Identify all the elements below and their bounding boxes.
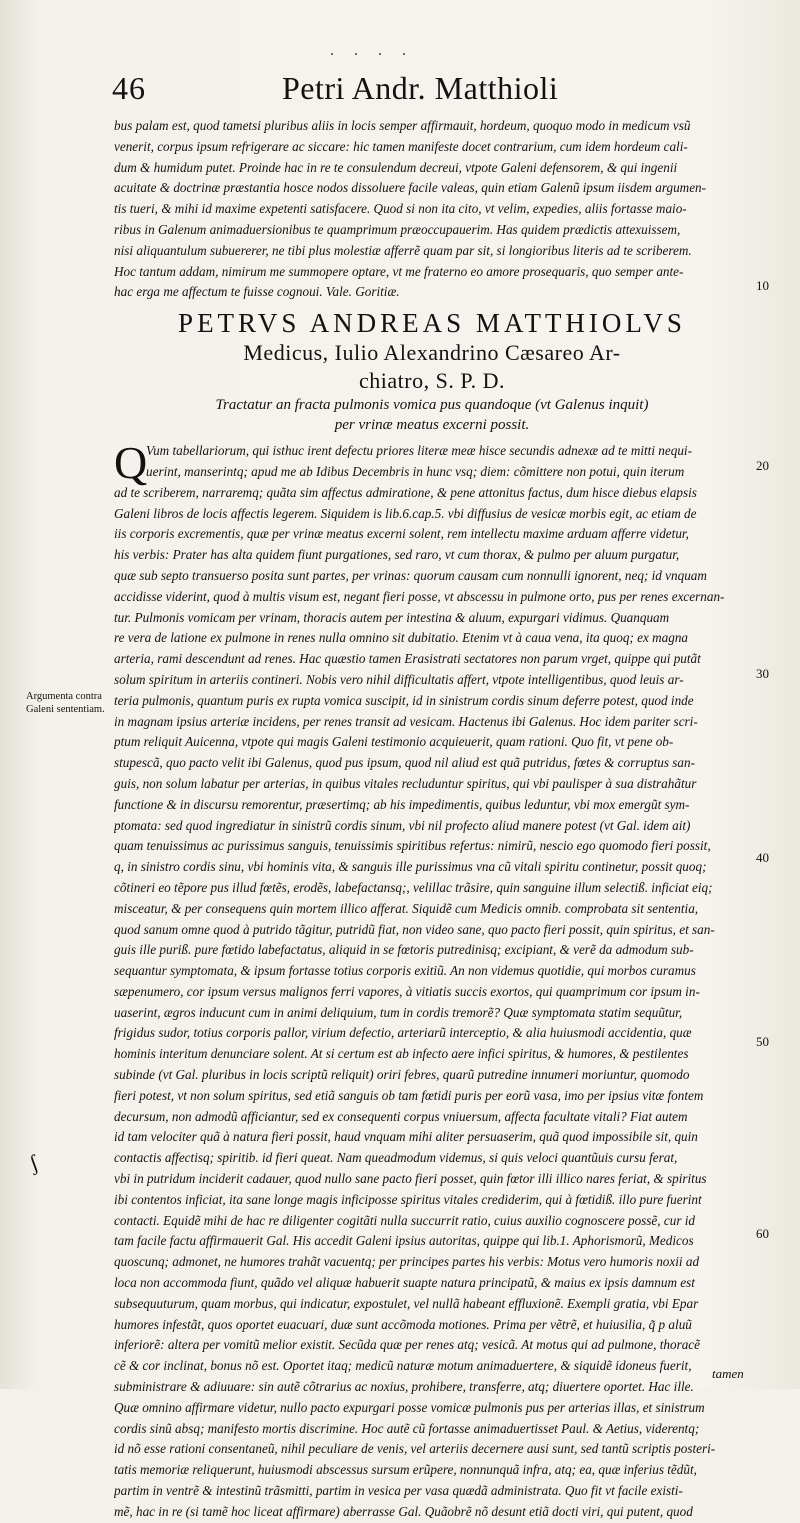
section-subtitle-2: per vrinæ meatus excerni possit. — [334, 417, 530, 434]
text-line: sæpenumero, cor ipsum versus malignos ferri vapores, à vitiatis succis exortos, qui quamprimum cor ipsum in- — [114, 983, 700, 999]
text-line: tis tueri, & mihi id maxime expetenti satisfacere. Quod si non ita cito, vt velim, expedies, aliis fortasse maio- — [114, 201, 687, 217]
running-title: Petri Andr. Matthioli — [282, 70, 559, 106]
line-number: 10 — [756, 278, 769, 293]
section-title-line-3: chiatro, S. P. D. — [359, 368, 505, 394]
text-line: vbi in putridum inciderit cadauer, quod nullo sane pacto fieri posset, quin fœtor illi illico nares feriat, & spiritus — [114, 1171, 707, 1187]
text-line: Hoc tantum addam, nimirum me summopere optare, vt me fraterno eo amore prosequaris, quo semper ante- — [114, 263, 684, 279]
text-line: ibi contentos inficiat, ita sane longe magis inficiposse spiritus vitales crediderim, qui à fœtidiß. illo pure fuerint — [114, 1191, 702, 1207]
text-line: humores infestãt, quos oportet euacuari, duæ sunt accõmoda motiones. Prima per vẽtrẽ, et huiusilia, q̃ p aluũ — [114, 1316, 692, 1332]
letter-body — [114, 437, 750, 1522]
text-line: guis ille puriß. pure fœtido labefactatus, aliquid in se fœtoris putredinisq; excipiant, & verẽ da admodum sub- — [114, 942, 694, 958]
text-line: nisi aliquantulum subuererer, ne tibi plus molestiæ afferrẽ quam par sit, si longioribus literis ad te scriberem. — [114, 242, 692, 258]
text-line: ptum reliquit Auicenna, vtpote qui magis Galeni testimonio acquieuerit, quam rationi. Quo fit, vt pene ob- — [114, 734, 674, 750]
text-line: ad te scriberem, narraremq; quãta sim affectus admiratione, & pene attonitus factus, dum hisce diebus elapsis — [114, 484, 697, 500]
text-line: quam tenuissimus ac purissimus sanguis, tenuissimis spiritibus refertus: nimirũ, nescio ego quomodo fieri possit, — [114, 838, 711, 854]
text-line: loca non accommoda fiunt, quãdo vel aliquæ habuerit suapte natura principatũ, & maius ex ipsis damnum est — [114, 1275, 695, 1291]
text-line: tam facile factu affirmauerit Gal. His accedit Galeni ipsius autoritas, quippe qui lib.1. Aphorismorũ, Medicos — [114, 1233, 694, 1249]
text-line: misceatur, & per consequens quin mortem illico afferat. Siquidẽ cum Medicis omnib. comprobata sit sententia, — [114, 900, 699, 916]
line-number: 50 — [756, 1034, 769, 1049]
text-line: functione & in discursu remorentur, præsertimq; ab his impedimentis, quibus leduntur, vbi mox emergũt sym- — [114, 796, 690, 812]
catchword: tamen — [712, 1366, 744, 1381]
running-head — [112, 70, 752, 110]
text-line: id tam velociter quã à natura fieri possit, haud vnquam mihi aliter persuaserim, quã quod impossibile sit, quin — [114, 1129, 698, 1145]
text-line: Vum tabellariorum, qui isthuc irent defectu priores literæ meæ hisce secundis adnexæ ad te mitti nequi- — [146, 443, 692, 459]
text-line: re vera de latione ex pulmone in renes nulla omnino sit dubitatio. Etenim vt à caua vena, ita quoq; ex magna — [114, 630, 689, 646]
text-line: Quæ omnino affirmare videtur, nullo pacto expurgari posse vomicæ pulmonis pus per arterias illas, et sinistrum — [114, 1399, 705, 1415]
text-line: q, in sinistro cordis sinu, vbi hominis vita, & sanguis ille purissimus vna cũ vitali spiritu continetur, possit quoq; — [114, 859, 707, 875]
text-line: hac erga me affectum te fuisse cognoui. Vale. Goritiæ. — [114, 284, 400, 300]
text-line: uerint, manserintq; apud me ab Idibus Decembris in hunc vsq; diem: cõmittere non potui, quin iterum — [146, 463, 685, 479]
text-line: quæ sub septo transuerso posita sunt partes, per vrinas: quorum causam cum nonnulli ignorent, neq; id vnquam — [114, 567, 707, 583]
section-title: PETRVS ANDREAS MATTHIOLVS — [178, 308, 686, 339]
line-number: 60 — [756, 1226, 769, 1241]
text-line: acuitate & doctrinæ præstantia hosce nodos dissoluere facile valeas, quin etiam Galenũ ipsum iisdem argumen- — [114, 180, 707, 196]
text-line: contactis affectisq; spiritib. id fieri queat. Nam queadmodum videmus, si quis veloci quantũuis cursu ferat, — [114, 1150, 678, 1166]
line-number: 40 — [756, 850, 769, 865]
text-line: tur. Pulmonis vomicam per vrinam, thoracis autem per intestina & aluum, expurgari vidimus. Quanquam — [114, 609, 670, 625]
text-line: subinde (vt Gal. pluribus in locis scriptũ reliquit) oriri febres, quarũ putredine innumeri moriuntur, quomodo — [114, 1067, 690, 1083]
text-line: guis, non solum labatur per arterias, in quibus vitales recluduntur spiritus, qui vbi paulisper à sua distrahãtur — [114, 775, 697, 791]
text-line: cordis sinũ absq; manifesto mortis discrimine. Hoc autẽ cũ fortasse animaduertisset Paul. & Aetius, viderentq; — [114, 1420, 700, 1436]
text-line: subsequuturum, quam morbus, qui indicatur, expostulet, vel nullã habeant effluxionẽ. Exempli gratia, vbi Epar — [114, 1295, 699, 1311]
text-line: subministrare & adiuuare: sin autẽ cõtrarius ac noxius, prohibere, transferre, atq; diuertere oportet. Hac ille. — [114, 1379, 694, 1395]
text-line: venerit, corpus ipsum refrigerare ac siccare: hic tamen manifeste docet contrarium, cum idem hordeum cali- — [114, 138, 688, 154]
text-line: Galeni libros de locis affectis legerem. Siquidem is lib.6.cap.5. vbi diffusius de vesicæ morbis egit, ac etiam de — [114, 505, 697, 521]
text-line: decursum, non admodũ afficiantur, sed ex consequenti corpus vniuersum, affecta facultate vitali? Fiat autem — [114, 1108, 688, 1124]
text-line: id nõ esse rationi consentaneũ, nihil peculiare de venis, vel arteriis decernere ausi sunt, sed tantũ scriptis posteri- — [114, 1441, 716, 1457]
text-line: teria pulmonis, quantum puris ex rupta vomica suscipit, id in sinistrum cordis sinum deferre potest, quod inde — [114, 692, 694, 708]
text-line: his verbis: Prater has alta quidem fiunt purgationes, sed raro, vt cum thorax, & pulmo per aluum purgatur, — [114, 547, 680, 563]
text-line: mẽ, hac in re (si tamẽ hoc liceat affirmare) aberrasse Gal. Quãobrẽ nõ desunt etiã docti viri, qui putent, quod — [114, 1503, 693, 1519]
text-line: inferiorẽ: altera per vomitũ melior existit. Secũda quæ per renes atq; vesicã. At motus qui ad pulmone, thoracẽ — [114, 1337, 701, 1353]
letter-ending — [114, 116, 750, 303]
text-line: quoscunq; admonet, ne humores trahãt vacuentq; per principes partes his verbis: Motus vero humoris noxii ad — [114, 1254, 700, 1270]
text-line: quod sanum omne quod à putrido tãgitur, putridũ fiat, non video sane, quo pacto fieri possit, quin spiritus, et san- — [114, 921, 715, 937]
text-line: arteria, rami descendunt ad renes. Hac quæstio tamen Erasistrati sectatores non parum vrget, quippe qui putãt — [114, 651, 701, 667]
section-title-line-2: Medicus, Iulio Alexandrino Cæsareo Ar- — [243, 340, 621, 366]
text-line: cõtineri eo tẽpore pus illud fœtẽs, erodẽs, labefactansq;, velillac trãsire, quin sanguine illum selectiß. inficiat eiq; — [114, 879, 713, 895]
section-subtitle-1: Tractatur an fracta pulmonis vomica pus quandoque (vt Galenus inquit) — [215, 397, 649, 414]
text-line: ribus in Galenum animaduersionibus te quamprimum præoccupauerim. Has quidem prædictis attexuissem, — [114, 221, 681, 237]
text-line: cẽ & cor inclinat, bonus nõ est. Oportet itaq; medicũ naturæ motum animaduertere, & siquidẽ idoneus fuerit, — [114, 1358, 692, 1374]
text-block — [114, 116, 750, 1523]
text-line: contacti. Equidẽ mihi de hac re diligenter cogitãti nulla succurrit ratio, cuius auxilio cognoscere possẽ, cur id — [114, 1212, 696, 1228]
margin-note: Argumenta contra Galeni sententiam. — [26, 691, 105, 715]
text-line: frigidus sudor, totius corporis pallor, virium defectio, arteriarũ interceptio, & alia huiusmodi accidentia, quæ — [114, 1025, 692, 1041]
text-line: hominis interitum denunciare solent. At si certum est ab infecto aere infici spiritus, & humores, & pestilentes — [114, 1046, 689, 1062]
text-line: in magnam ipsius arteriæ incidens, per renes transit ad vesicam. Hactenus ibi Galenus. Hoc idem pariter scri- — [114, 713, 698, 729]
text-line: accidisse viderint, quod à multis visum est, negant fieri posse, vt abscessu in pulmone orto, pus per renes excernan- — [114, 588, 725, 604]
text-line: stupescã, quo pacto velit ibi Galenus, quod pus ipsum, quod nil aliud est quã putridus, fœtes & corruptus san- — [114, 755, 695, 771]
text-line: dum & humidum putet. Proinde hac in re te consulendum decreui, vtpote Galeni defensorem, & qui ingenii — [114, 159, 678, 175]
line-number: 30 — [756, 666, 769, 681]
text-line: ptomata: sed quod ingrediatur in sinistrũ cordis sinum, vbi nil profecto aliud manere potest (vt Gal. idem ait) — [114, 817, 691, 833]
text-line: sequantur symptomata, & ipsum fortasse totius corporis exitiũ. An non videmus quotidie, qui morbos curamus — [114, 963, 696, 979]
text-line: bus palam est, quod tametsi pluribus aliis in locis semper affirmauit, hordeum, quoquo modo in medicum vsũ — [114, 118, 691, 133]
page-number: 46 — [112, 70, 146, 106]
head-ornament: . . . . — [330, 42, 414, 59]
drop-cap: Q — [114, 437, 148, 489]
text-line: tatis memoriæ reliquerunt, huiusmodi abscessus sursum erũpere, nonnunquã infra, atq; ea, quæ inferius tẽdũt, — [114, 1462, 697, 1478]
text-line: partim in ventrẽ & intestinũ trãsmitti, partim in vesica per vasa quædã administrata. Quo fit vt facile existi- — [114, 1483, 683, 1499]
text-line: uaserint, ægros inducunt cum in animi deliquium, tum in cordis tremorẽ? Quæ symptomata statim sequũtur, — [114, 1004, 683, 1020]
ink-mark: ʃ — [25, 1149, 42, 1176]
text-line: solum spiritum in arteriis contineri. Nobis vero nihil difficultatis affert, vtpote intelligentibus, quod leuis ar- — [114, 671, 684, 687]
line-number: 20 — [756, 458, 769, 473]
text-line: iis corporis excrementis, quæ per vrinæ meatus excerni solent, rem intellectu maxime arduam afferre videtur, — [114, 526, 689, 542]
text-line: fieri potest, vt non solum spiritus, sed etiã sanguis ob tam fœtidi puris per eorũ vasa, imo per ipsius vitæ fontem — [114, 1087, 704, 1103]
